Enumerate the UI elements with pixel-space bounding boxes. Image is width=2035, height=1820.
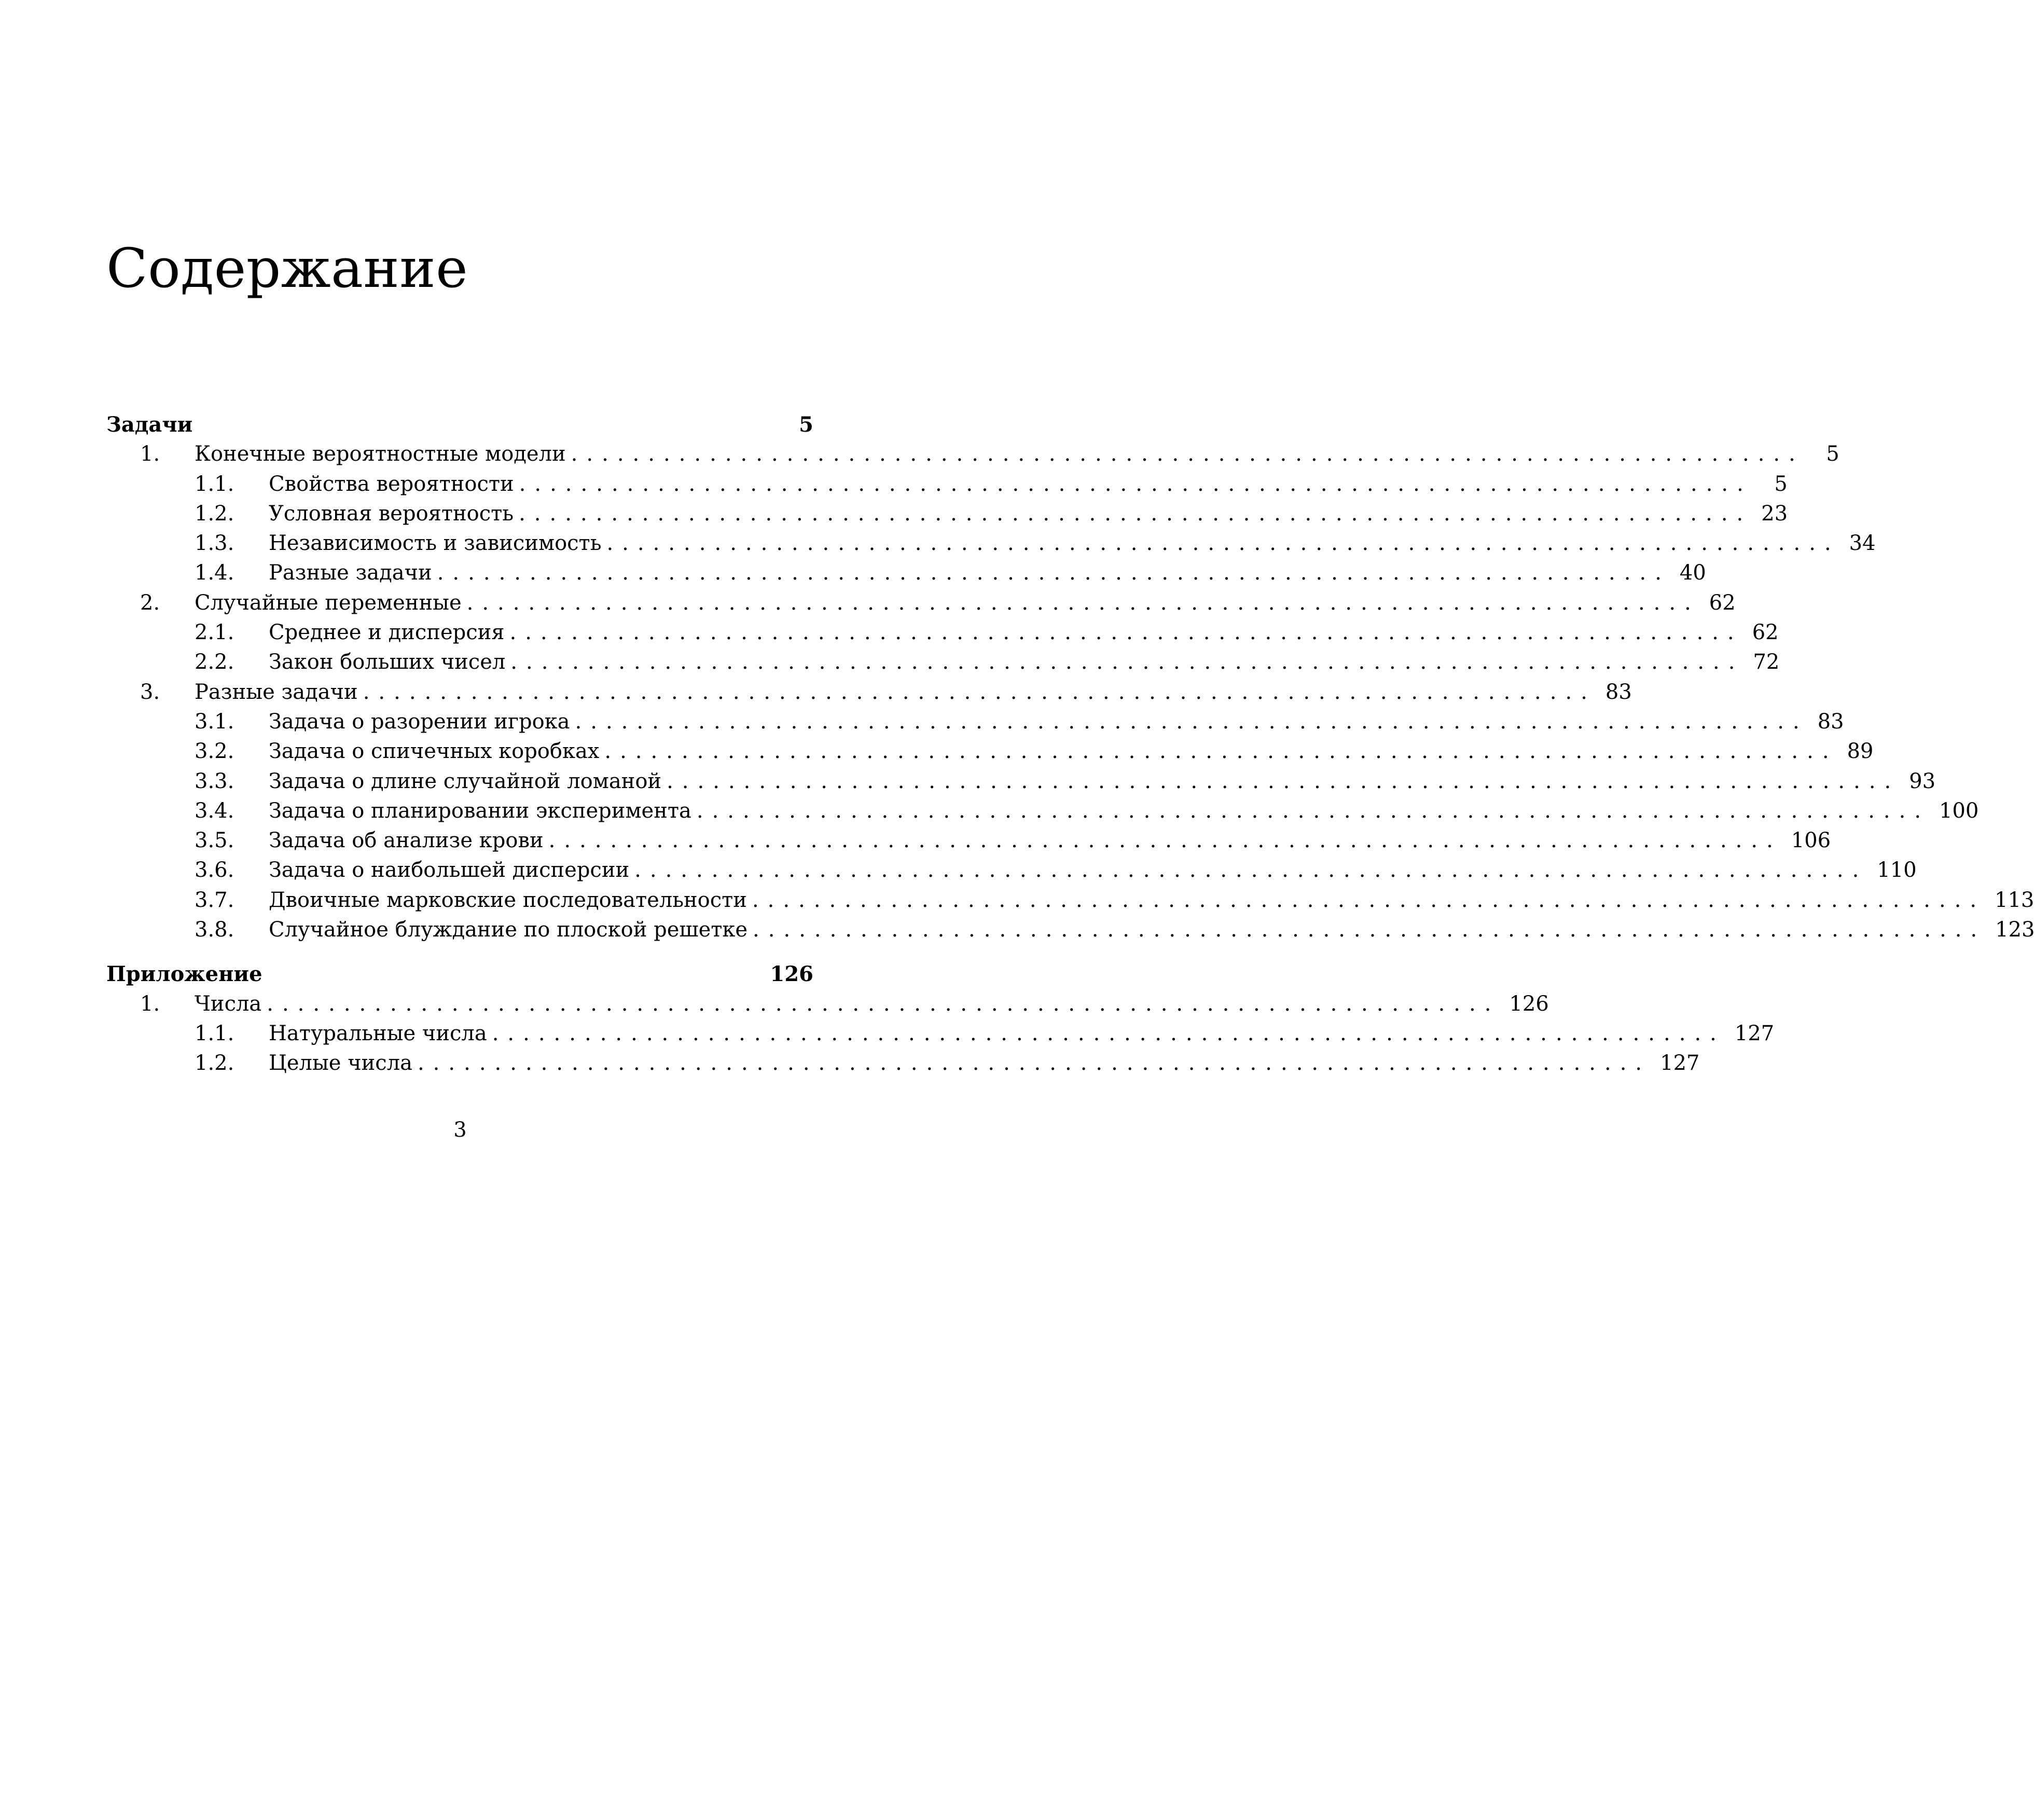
toc-section-number: 3. [140, 680, 160, 704]
toc-dot-leader: ................................................................................ [519, 501, 1752, 526]
toc-section-title: Случайные переменные [195, 590, 462, 615]
toc-subsection-title: Условная вероятность [269, 501, 514, 526]
toc-subsection-title: Задача о разорении игрока [269, 709, 570, 734]
toc-dot-leader: ................................................................................ [510, 650, 1744, 674]
toc-subsection-number: 1.2. [195, 1051, 234, 1076]
page-title: Содержание [106, 237, 468, 300]
toc-section[interactable] [106, 678, 1632, 707]
page-number: 3 [453, 1118, 467, 1142]
toc-section[interactable] [106, 588, 1736, 618]
toc-page-number: 113 [1995, 888, 2034, 912]
toc-subsection[interactable] [106, 470, 1788, 499]
toc-subsection-number: 2.1. [195, 621, 234, 645]
toc-section-number: 2. [140, 590, 160, 615]
toc-page-number: 34 [1849, 531, 1876, 556]
toc-dot-leader: ................................................................................ [606, 531, 1840, 556]
toc-section-number: 1. [140, 991, 160, 1016]
toc-subsection[interactable] [106, 915, 2035, 945]
toc-subsection-number: 2.2. [195, 650, 234, 674]
toc-subsection-number: 1.2. [195, 501, 234, 526]
toc-page-number: 83 [1817, 709, 1844, 734]
toc-dot-leader: ................................................................................ [466, 590, 1700, 615]
toc-page-number: 5 [799, 412, 813, 437]
toc-dot-leader: ................................................................................ [634, 858, 1868, 883]
toc-section-title: Числа [195, 991, 262, 1016]
toc-page-number: 89 [1847, 739, 1874, 764]
toc-subsection-number: 1.4. [195, 561, 234, 585]
toc-subsection-title: Случайное блуждание по плоской решетке [269, 918, 748, 942]
toc-dot-leader: ................................................................................ [548, 829, 1782, 853]
toc-dot-leader: ................................................................................ [667, 769, 1900, 793]
toc-subsection-title: Целые числа [269, 1051, 412, 1076]
toc-page-number: 5 [1826, 442, 1839, 466]
toc-subsection-title: Разные задачи [269, 561, 432, 585]
toc-subsection-number: 3.2. [195, 739, 234, 764]
toc-part-appendix[interactable] [106, 959, 813, 989]
toc-subsection-number: 3.3. [195, 769, 234, 793]
toc-subsection-title: Натуральные числа [269, 1021, 487, 1045]
toc-subsection[interactable] [106, 618, 1779, 647]
toc-page-number: 127 [1734, 1021, 1775, 1045]
toc-subsection-number: 3.8. [195, 918, 234, 942]
toc-subsection-number: 3.6. [195, 858, 234, 883]
toc-section-title: Конечные вероятностные модели [195, 442, 566, 466]
toc-page-number: 62 [1709, 590, 1736, 615]
toc-subsection-title: Среднее и дисперсия [269, 621, 505, 645]
toc-subsection-title: Закон больших чисел [269, 650, 506, 674]
toc-part-tasks[interactable] [106, 410, 813, 439]
toc-subsection-title: Независимость и зависимость [269, 531, 602, 556]
toc-subsection[interactable] [106, 499, 1788, 529]
toc-subsection-number: 3.1. [195, 709, 234, 734]
toc-dot-leader: ................................................................................ [519, 472, 1752, 496]
toc-subsection[interactable] [106, 707, 1844, 737]
toc-page-number: 123 [1995, 918, 2035, 942]
toc-section[interactable] [106, 989, 1549, 1019]
toc-page-number: 62 [1752, 621, 1779, 645]
toc-dot-leader: ................................................................................ [437, 561, 1670, 585]
toc-page-number: 110 [1877, 858, 1917, 883]
toc-subsection[interactable] [106, 856, 1917, 885]
toc-subsection[interactable] [106, 558, 1706, 588]
toc-page-number: 23 [1761, 501, 1788, 526]
toc-dot-leader: ................................................................................ [417, 1051, 1651, 1076]
toc-page-number: 40 [1679, 561, 1706, 585]
toc-part-title: Задачи [106, 412, 193, 437]
toc-subsection[interactable] [106, 886, 2034, 915]
toc-page-number: 93 [1909, 769, 1936, 793]
toc-page-number: 106 [1791, 829, 1831, 853]
toc-section-title: Разные задачи [195, 680, 358, 704]
toc-page-number: 5 [1774, 472, 1788, 496]
toc-dot-leader: ................................................................................ [753, 918, 1986, 942]
toc-dot-leader: ................................................................................ [696, 798, 1930, 823]
toc-section-number: 1. [140, 442, 160, 466]
toc-dot-leader: ................................................................................ [575, 709, 1808, 734]
toc-page-number: 100 [1939, 798, 1979, 823]
toc-subsection-title: Задача о спичечных коробках [269, 739, 600, 764]
toc-subsection[interactable] [106, 1019, 1775, 1049]
toc-page-number: 126 [1509, 991, 1549, 1016]
toc-subsection[interactable] [106, 647, 1780, 677]
toc-subsection-title: Двоичные марковские последовательности [269, 888, 747, 912]
toc-page-number: 126 [770, 962, 813, 987]
toc-dot-leader: ................................................................................ [604, 739, 1838, 764]
toc-dot-leader: ................................................................................ [363, 680, 1596, 704]
table-of-contents [106, 410, 2035, 1079]
toc-subsection-title: Задача о наибольшей дисперсии [269, 858, 630, 883]
toc-page-number: 127 [1660, 1051, 1700, 1076]
toc-subsection-title: Задача об анализе крови [269, 829, 544, 853]
toc-subsection[interactable] [106, 737, 1874, 766]
toc-dot-leader: ................................................................................ [571, 442, 1804, 466]
toc-subsection-number: 3.5. [195, 829, 234, 853]
toc-page-number: 72 [1753, 650, 1780, 674]
toc-subsection-number: 1.1. [195, 472, 234, 496]
toc-dot-leader: ................................................................................ [267, 991, 1500, 1016]
toc-subsection[interactable] [106, 796, 1979, 826]
toc-subsection[interactable] [106, 529, 1876, 558]
toc-subsection[interactable] [106, 1049, 1700, 1078]
toc-subsection-title: Задача о планировании эксперимента [269, 798, 691, 823]
toc-dot-leader: ................................................................................ [492, 1021, 1725, 1045]
toc-page-number: 83 [1605, 680, 1632, 704]
toc-subsection-title: Свойства вероятности [269, 472, 514, 496]
toc-subsection-number: 3.7. [195, 888, 234, 912]
toc-subsection-number: 1.3. [195, 531, 234, 556]
toc-subsection[interactable] [106, 826, 1831, 856]
toc-subsection-title: Задача о длине случайной ломаной [269, 769, 662, 793]
toc-subsection[interactable] [106, 767, 1936, 796]
toc-subsection-number: 3.4. [195, 798, 234, 823]
toc-subsection-number: 1.1. [195, 1021, 234, 1045]
toc-dot-leader: ................................................................................ [509, 621, 1743, 645]
toc-section[interactable] [106, 439, 1839, 469]
toc-dot-leader: ................................................................................ [752, 888, 1986, 912]
toc-part-title: Приложение [106, 962, 262, 987]
